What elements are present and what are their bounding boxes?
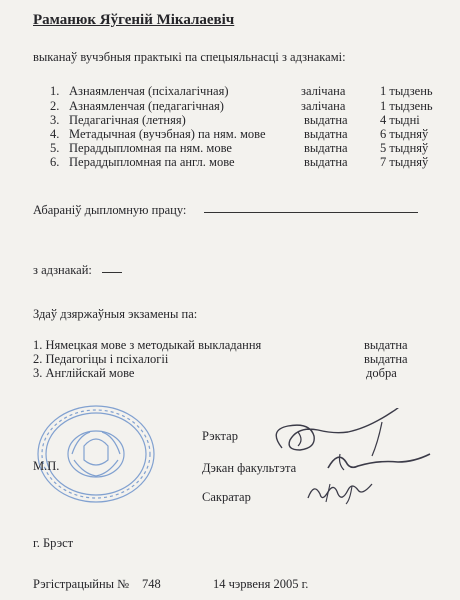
exam-title: 3. Англійскай мове (33, 366, 135, 380)
city: г. Брэст (33, 536, 74, 550)
official-seal (32, 402, 158, 506)
exam-grade: выдатна (364, 338, 408, 352)
thesis-label: Абараніў дыпломную працу: (33, 203, 187, 217)
dean-signature (324, 446, 434, 476)
secretary-signature (300, 478, 380, 508)
exams-heading: Здаў дзяржаўныя экзамены па: (33, 307, 198, 321)
practices-intro: выканаў вучэбныя практыкі па спецыяльнасці з адзнакамі: (33, 50, 346, 64)
exam-grade: добра (366, 366, 397, 380)
student-name: Раманюк Яўгеній Мікалаевіч (33, 12, 235, 28)
practice-row: 5. Пераддыпломная па ням. мове выдатна 5 тыдняў (50, 141, 429, 155)
secretary-label: Сакратар (202, 490, 251, 504)
practice-row: 2. Азнаямленчая (педагагічная) залічана 1 тыдзень (50, 99, 433, 113)
practice-row: 3. Педагагічная (летняя) выдатна 4 тыдні (50, 113, 420, 127)
practice-row: 1. Азнаямленчая (псіхалагічная) залічана 1 тыдзень (50, 84, 433, 98)
practice-row: 4. Метадычная (вучэбная) па ням. мове выдатна 6 тыдняў (50, 127, 429, 141)
exam-title: 2. Педагогіцы і псіхалогіі (33, 352, 169, 366)
mp-label: М.П. (33, 459, 60, 473)
exam-title: 1. Нямецкая мове з методыкай выкладання (33, 338, 262, 352)
exam-grade: выдатна (364, 352, 408, 366)
grade-label: з адзнакай: (33, 263, 92, 277)
grade-blank-line (102, 272, 122, 273)
thesis-blank-line (204, 212, 418, 213)
registration-label: Рэгістрацыйны № (33, 577, 130, 591)
dean-label: Дэкан факультэта (202, 461, 297, 475)
rector-label: Рэктар (202, 429, 238, 443)
practice-row: 6. Пераддыпломная па англ. мове выдатна 7 тыдняў (50, 155, 429, 169)
registration-number: 748 (142, 577, 161, 591)
issue-date: 14 чэрвеня 2005 г. (213, 577, 309, 591)
